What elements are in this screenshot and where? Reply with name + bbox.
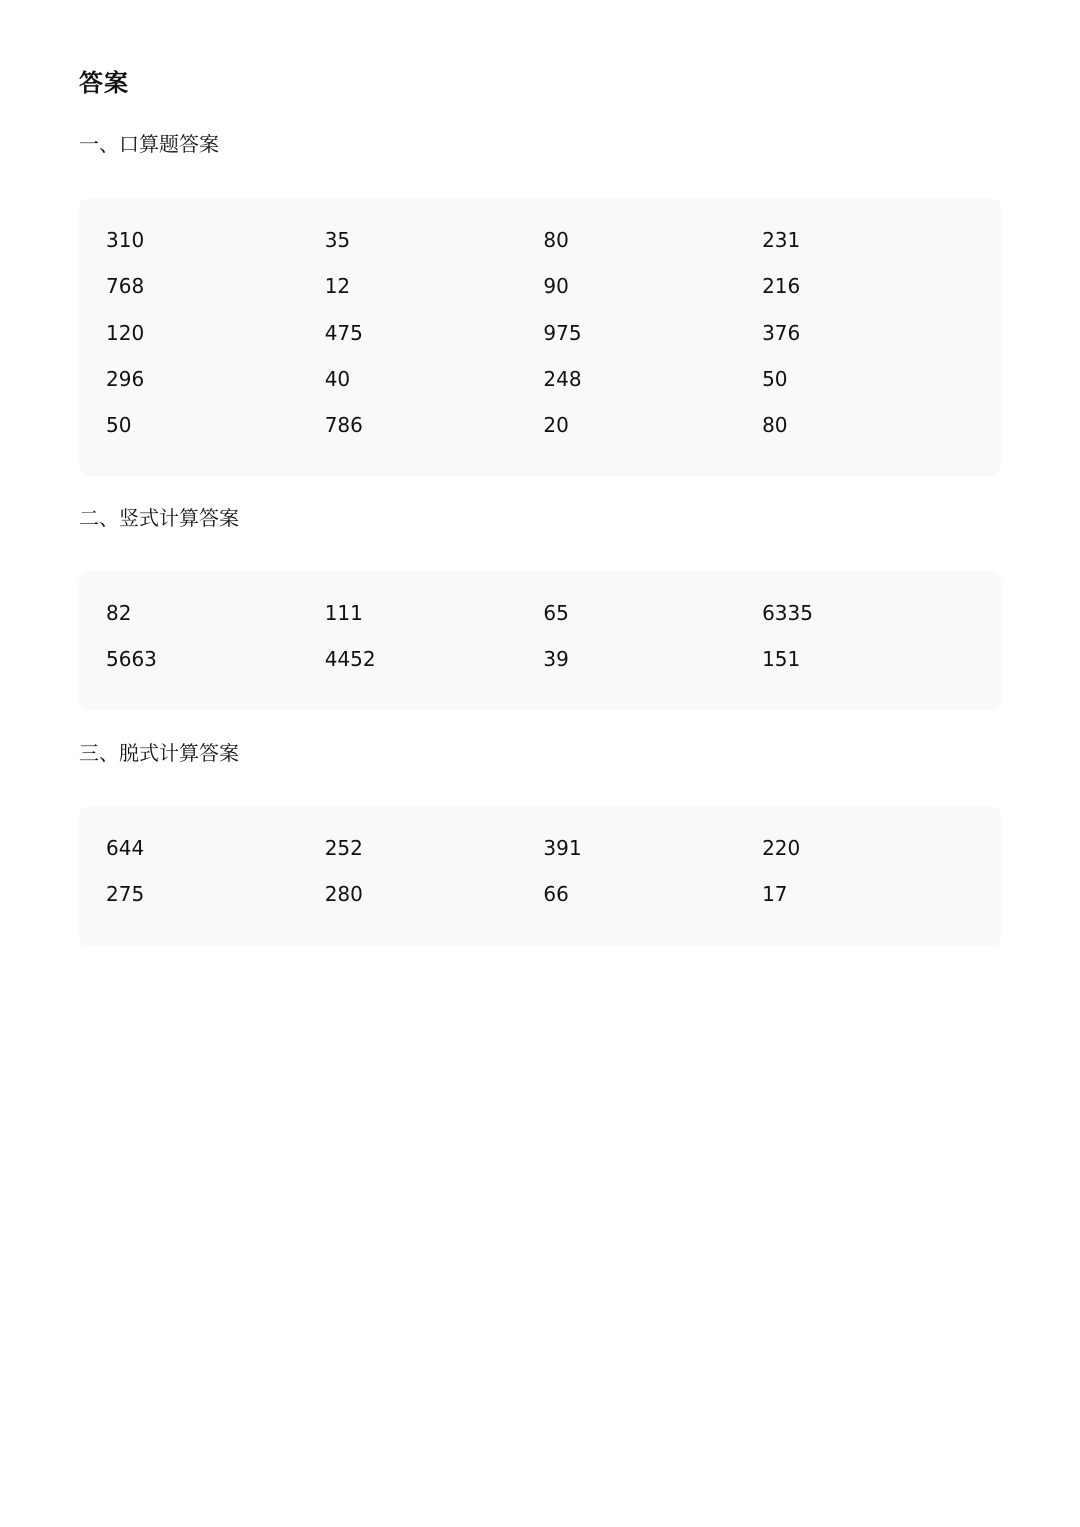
answer-cell: 20 bbox=[543, 413, 569, 438]
answer-cell: 50 bbox=[106, 413, 132, 438]
section-heading-oral: 一、口算题答案 bbox=[79, 132, 219, 156]
answer-cell: 252 bbox=[324, 836, 363, 861]
answer-cell: 376 bbox=[762, 320, 801, 345]
answer-row bbox=[106, 636, 1001, 682]
answer-cell: 786 bbox=[324, 413, 363, 438]
answer-row bbox=[106, 402, 1001, 448]
answer-cell: 120 bbox=[106, 320, 145, 345]
answer-cell: 17 bbox=[762, 882, 788, 907]
answer-cell: 80 bbox=[543, 228, 569, 253]
answer-row bbox=[106, 590, 1001, 636]
answer-cell: 768 bbox=[106, 274, 145, 299]
answer-cell: 391 bbox=[543, 836, 582, 861]
answer-cell: 5663 bbox=[106, 647, 157, 672]
answer-cell: 12 bbox=[324, 274, 351, 299]
answer-cell: 66 bbox=[543, 882, 569, 907]
answer-cell: 216 bbox=[762, 274, 801, 299]
answer-cell: 280 bbox=[324, 882, 363, 907]
answer-box-vertical bbox=[79, 571, 1001, 710]
answer-cell: 65 bbox=[543, 601, 569, 626]
answer-cell: 35 bbox=[324, 228, 351, 253]
answer-box-oral bbox=[79, 198, 1001, 476]
answer-cell: 475 bbox=[324, 320, 363, 345]
answer-row bbox=[106, 356, 1001, 402]
page-title: 答案 bbox=[79, 69, 129, 97]
answer-cell: 310 bbox=[106, 228, 145, 253]
answer-row bbox=[106, 871, 1001, 917]
answer-cell: 4452 bbox=[324, 647, 376, 672]
answer-cell: 80 bbox=[762, 413, 788, 438]
answer-row bbox=[106, 263, 1001, 309]
answer-box-stepwise bbox=[79, 806, 1001, 946]
answer-cell: 111 bbox=[324, 601, 363, 626]
answer-cell: 151 bbox=[762, 647, 801, 672]
answer-row bbox=[106, 217, 1001, 263]
answer-cell: 275 bbox=[106, 882, 145, 907]
answer-cell: 644 bbox=[106, 836, 145, 861]
section-heading-stepwise: 三、脱式计算答案 bbox=[79, 741, 239, 765]
answer-cell: 50 bbox=[762, 367, 788, 392]
answer-cell: 248 bbox=[543, 367, 582, 392]
answer-cell: 6335 bbox=[762, 601, 813, 626]
answer-cell: 40 bbox=[324, 367, 351, 392]
answer-cell: 975 bbox=[543, 320, 582, 345]
section-heading-vertical: 二、竖式计算答案 bbox=[79, 506, 239, 530]
answer-row bbox=[106, 825, 1001, 871]
answer-cell: 82 bbox=[106, 601, 132, 626]
answer-cell: 90 bbox=[543, 274, 569, 299]
answer-cell: 231 bbox=[762, 228, 801, 253]
answer-cell: 220 bbox=[762, 836, 801, 861]
answer-cell: 296 bbox=[106, 367, 145, 392]
answer-row bbox=[106, 310, 1001, 356]
answer-cell: 39 bbox=[543, 647, 569, 672]
